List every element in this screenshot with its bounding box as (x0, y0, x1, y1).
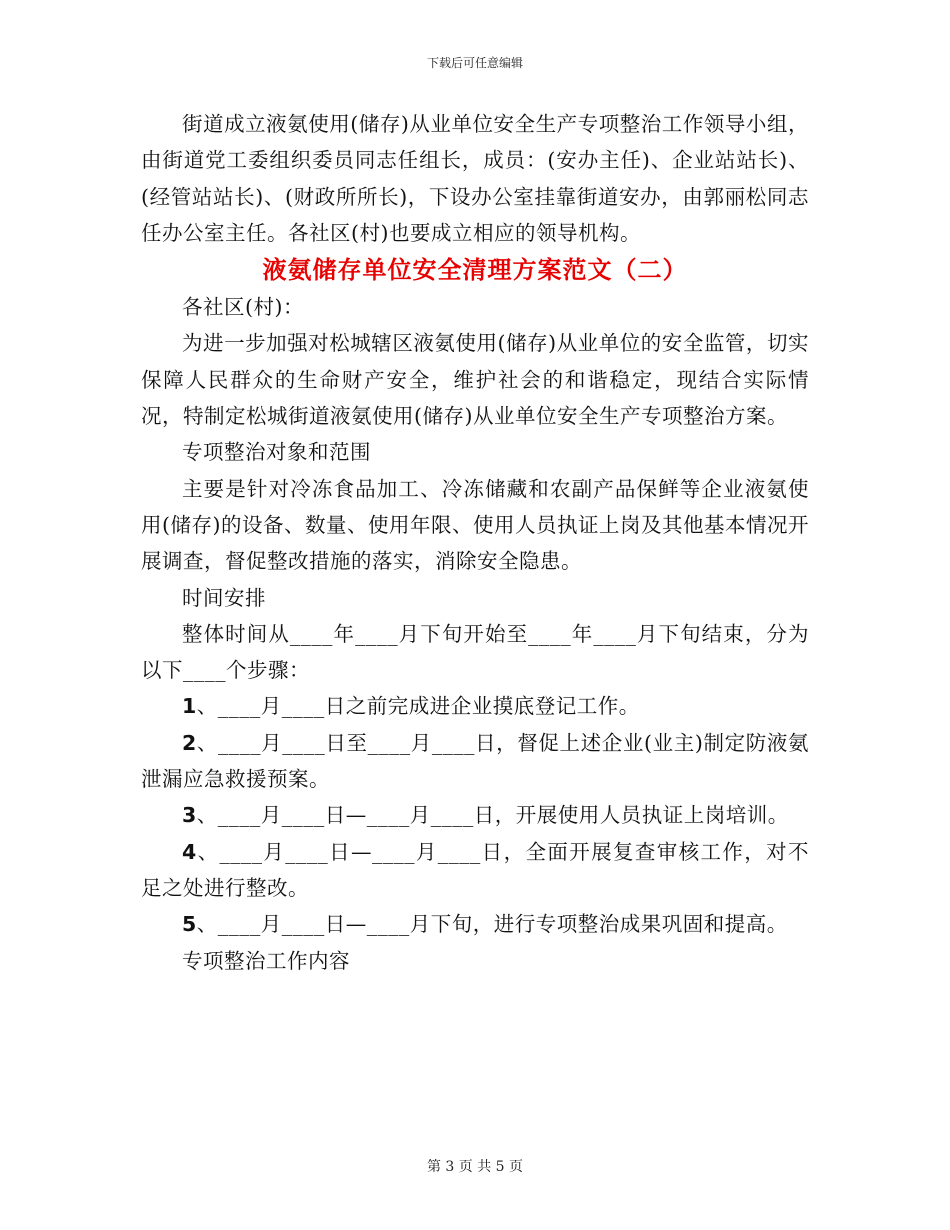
paragraph-scope: 主要是针对冷冻食品加工、冷冻储藏和农副产品保鲜等企业液氨使用(储存)的设备、数量、使用年限、使用人员执证上岗及其他基本情况开展调查，督促整改措施的落实，消除安全隐患。 (141, 476, 809, 574)
step-4 (141, 834, 809, 907)
step-text: 、____月____日至____月____日，督促上述企业(业主)制定防液氨泄漏应急救援预案。 (141, 730, 809, 792)
step-number: 1 (182, 694, 197, 719)
step-number: 2 (182, 730, 197, 755)
document-body (141, 106, 809, 979)
step-number: 3 (182, 803, 197, 828)
paragraph-salutation: 各社区(村)： (182, 295, 304, 320)
page-header: 下载后可任意编辑 (426, 56, 523, 70)
step-1 (141, 688, 809, 724)
section-title: 液氨储存单位安全清理方案范文（二） (262, 255, 688, 285)
step-text: 、____月____日—____月下旬，进行专项整治成果巩固和提高。 (196, 912, 788, 937)
step-2 (141, 725, 809, 798)
paragraph-purpose: 为进一步加强对松城辖区液氨使用(储存)从业单位的安全监管，切实保障人民群众的生命财产安全，维护社会的和谐稳定，现结合实际情况，特制定松城街道液氨使用(储存)从业单位安全生产专项整治方案。 (141, 331, 809, 429)
heading-scope: 专项整治对象和范围 (182, 440, 371, 465)
step-text: 、____月____日—____月____日，全面开展复查审核工作，对不足之处进行整改。 (141, 839, 809, 900)
page-footer: 第 3 页 共 5 页 (426, 1159, 524, 1175)
step-3 (141, 797, 809, 833)
heading-schedule: 时间安排 (182, 585, 266, 610)
step-5 (141, 906, 809, 942)
paragraph-schedule: 整体时间从____年____月下旬开始至____年____月下旬结束，分为以下____个步骤： (141, 621, 809, 683)
paragraph-leadership-group: 街道成立液氨使用(储存)从业单位安全生产专项整治工作领导小组，由街道党工委组织委员同志任组长，成员：(安办主任)、企业站站长)、(经管站站长)、(财政所所长)，下设办公室挂靠街道安办，由郭丽松同志任办公室主任。各社区(村)也要成立相应的领导机构。 (141, 112, 809, 245)
step-number: 5 (182, 912, 197, 937)
step-text: 、____月____日—____月____日，开展使用人员执证上岗培训。 (196, 803, 789, 828)
heading-work-content: 专项整治工作内容 (182, 948, 350, 973)
step-number: 4 (182, 839, 197, 864)
step-text: 、____月____日之前完成进企业摸底登记工作。 (196, 694, 640, 719)
